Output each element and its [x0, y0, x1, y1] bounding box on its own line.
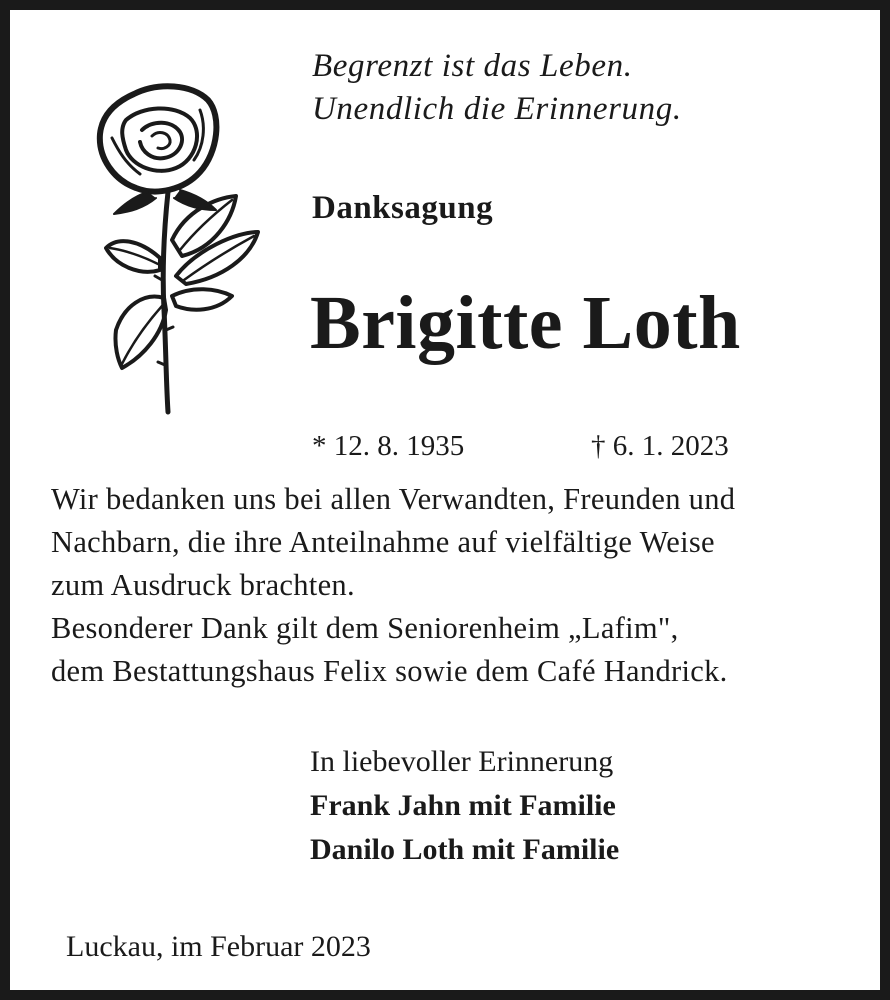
- death-date: † 6. 1. 2023: [591, 430, 729, 462]
- rose-icon: [96, 80, 266, 420]
- place-date: Luckau, im Februar 2023: [66, 930, 371, 963]
- birth-date: * 12. 8. 1935: [312, 430, 465, 462]
- message-line: Besonderer Dank gilt dem Seniorenheim „Lafim",: [51, 611, 679, 645]
- signature-family-1: Frank Jahn mit Familie: [310, 789, 616, 822]
- quote-line-2: Unendlich die Erinnerung.: [312, 91, 682, 127]
- deceased-name: Brigitte Loth: [310, 281, 741, 365]
- message-line: Nachbarn, die ihre Anteilnahme auf vielfältige Weise: [51, 525, 715, 559]
- signature-block: [310, 740, 619, 872]
- message-line: zum Ausdruck brachten.: [51, 568, 355, 602]
- message-line: Wir bedanken uns bei allen Verwandten, Freunden und: [51, 482, 736, 516]
- message-line: dem Bestattungshaus Felix sowie dem Café Handrick.: [51, 654, 728, 688]
- signature-family-2: Danilo Loth mit Familie: [310, 833, 620, 866]
- heading-danksagung: Danksagung: [312, 190, 494, 226]
- thank-you-message: [51, 478, 735, 693]
- quote-line-1: Begrenzt ist das Leben.: [312, 48, 633, 84]
- signature-intro: In liebevoller Erinnerung: [310, 745, 614, 778]
- memorial-quote: [312, 45, 682, 131]
